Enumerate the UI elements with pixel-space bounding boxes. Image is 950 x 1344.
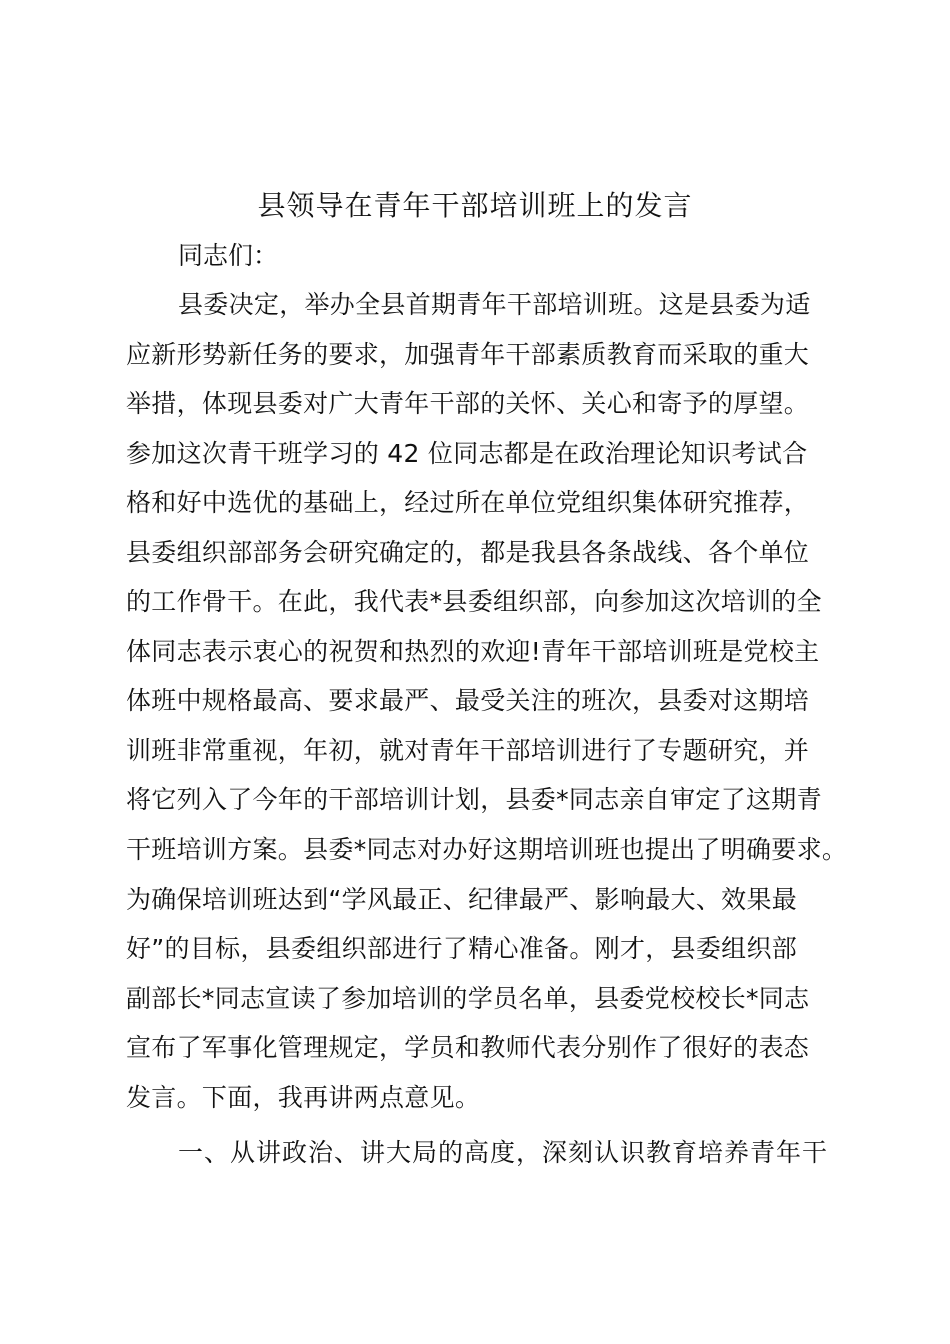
- text-line: 应新形势新任务的要求，加强青年干部素质教育而采取的重大: [126, 340, 810, 369]
- text-line: 的工作骨干。在此，我代表*县委组织部，向参加这次培训的全: [126, 587, 822, 616]
- text-line: 宣布了军事化管理规定，学员和教师代表分别作了很好的表态: [126, 1033, 810, 1062]
- text-line: 县委组织部部务会研究确定的，都是我县各条战线、各个单位: [126, 538, 810, 567]
- salutation: 同志们：: [178, 241, 279, 270]
- text-line: 将它列入了今年的干部培训计划，县委*同志亲自审定了这期青: [126, 785, 822, 814]
- text-line: 为确保培训班达到“学风最正、纪律最严、影响最大、效果最: [126, 885, 798, 914]
- text-line: 干班培训方案。县委*同志对办好这期培训班也提出了明确要求。: [126, 835, 848, 864]
- text-line: 体同志表示衷心的祝贺和热烈的欢迎!青年干部培训班是党校主: [126, 637, 820, 666]
- text-line: 发言。下面，我再讲两点意见。: [126, 1083, 481, 1112]
- section-heading: 一、从讲政治、讲大局的高度，深刻认识教育培养青年干: [178, 1138, 829, 1167]
- text-line: 县委决定，举办全县首期青年干部培训班。这是县委为适: [178, 290, 811, 319]
- text-line: 副部长*同志宣读了参加培训的学员名单，县委党校校长*同志: [126, 984, 810, 1013]
- document-title: 县领导在青年干部培训班上的发言: [257, 189, 693, 222]
- text-line: 体班中规格最高、要求最严、最受关注的班次，县委对这期培: [126, 686, 810, 715]
- text-line: 训班非常重视，年初，就对青年干部培训进行了专题研究，并: [126, 736, 810, 765]
- text-line: 参加这次青干班学习的 42 位同志都是在政治理论知识考试合: [126, 439, 808, 468]
- text-line: 格和好中选优的基础上，经过所在单位党组织集体研究推荐，: [126, 488, 810, 517]
- text-line: 举措，体现县委对广大青年干部的关怀、关心和寄予的厚望。: [126, 389, 810, 418]
- text-line: 好”的目标，县委组织部进行了精心准备。刚才，县委组织部: [126, 934, 798, 963]
